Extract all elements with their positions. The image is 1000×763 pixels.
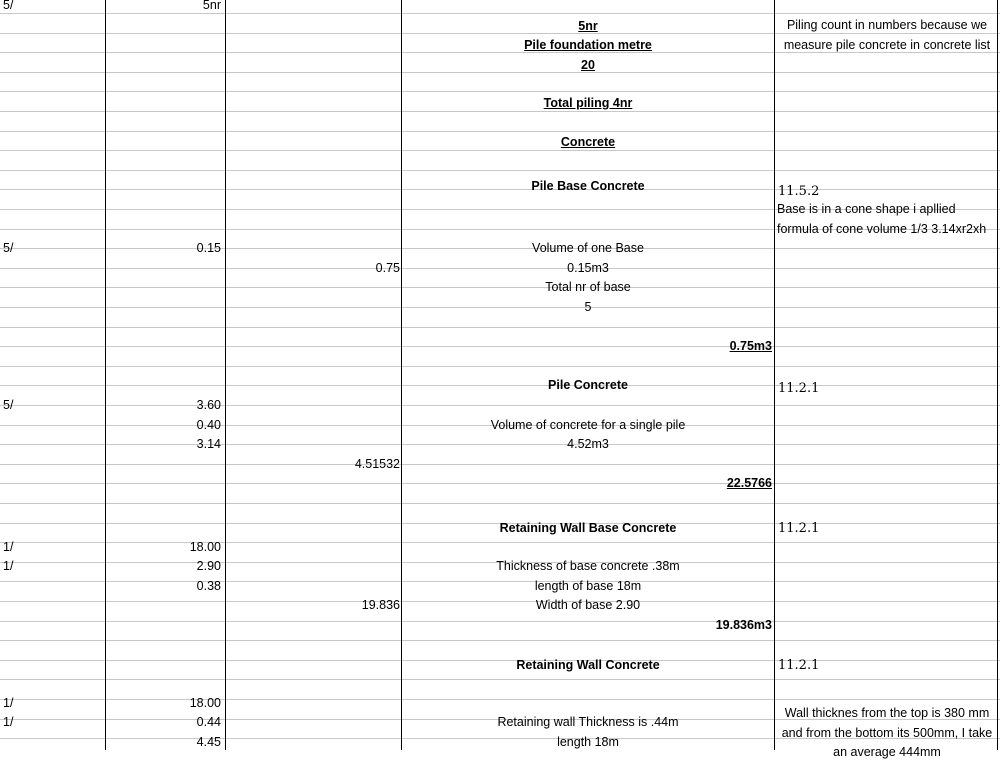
text-wall-thickness[interactable]: Retaining wall Thickness is .44m: [497, 715, 679, 729]
cell-c-r3[interactable]: 19.836: [361, 598, 400, 612]
heading-retaining-wall-concrete[interactable]: Retaining Wall Concrete: [516, 658, 660, 672]
row-gridline: [0, 91, 1000, 92]
code-11-2-1-a[interactable]: 11.2.1: [778, 381, 820, 396]
heading-total-piling[interactable]: Total piling 4nr: [543, 96, 633, 110]
cell-b-r9[interactable]: 18.00: [189, 696, 221, 710]
text-20[interactable]: 20: [581, 58, 595, 72]
text-thickness-base[interactable]: Thickness of base concrete .38m: [496, 559, 680, 573]
row-gridline: [0, 170, 1000, 171]
cell-a-r7[interactable]: 1/: [3, 715, 14, 729]
note-cone-formula[interactable]: Base is in a cone shape i apllied formula of cone volume 1/3 3.14xr2xh: [777, 202, 987, 236]
cell-a-r4[interactable]: 1/: [3, 540, 14, 554]
text-0-15m3[interactable]: 0.15m3: [567, 261, 609, 275]
row-gridline: [0, 464, 1000, 465]
code-11-5-2[interactable]: 11.5.2: [778, 184, 820, 199]
text-4-52m3[interactable]: 4.52m3: [567, 437, 609, 451]
text-volume-one-base[interactable]: Volume of one Base: [532, 241, 644, 255]
cell-b-r7[interactable]: 2.90: [196, 559, 221, 573]
cell-b-r10[interactable]: 0.44: [196, 715, 221, 729]
code-11-2-1-b[interactable]: 11.2.1: [778, 521, 820, 536]
total-0-75m3[interactable]: 0.75m3: [729, 339, 772, 353]
cell-b-r8[interactable]: 0.38: [196, 579, 221, 593]
cell-c-r1[interactable]: 0.75: [375, 261, 400, 275]
column-border: [997, 0, 998, 750]
row-gridline: [0, 542, 1000, 543]
text-volume-single-pile[interactable]: Volume of concrete for a single pile: [490, 418, 686, 432]
text-length-18m[interactable]: length 18m: [557, 735, 619, 749]
text-total-nr-base[interactable]: Total nr of base: [545, 280, 631, 294]
row-gridline: [0, 503, 1000, 504]
row-gridline: [0, 366, 1000, 367]
text-5[interactable]: 5: [584, 300, 592, 314]
heading-concrete[interactable]: Concrete: [560, 135, 616, 149]
column-border: [774, 0, 775, 750]
text-pile-foundation-metre[interactable]: Pile foundation metre: [524, 38, 652, 52]
heading-pile-concrete[interactable]: Pile Concrete: [548, 378, 628, 392]
row-gridline: [0, 405, 1000, 406]
heading-retaining-wall-base-concrete[interactable]: Retaining Wall Base Concrete: [499, 521, 677, 535]
cell-a-r2[interactable]: 5/: [3, 241, 14, 255]
cell-c-r2[interactable]: 4.51532: [354, 457, 400, 471]
total-19-836m3[interactable]: 19.836m3: [715, 618, 772, 632]
cell-a-r5[interactable]: 1/: [3, 559, 14, 573]
code-11-2-1-c[interactable]: 11.2.1: [778, 658, 820, 673]
note-wall-thickness[interactable]: Wall thicknes from the top is 380 mm and from the bottom its 500mm, I take an average 444mm: [781, 706, 993, 759]
row-gridline: [0, 111, 1000, 112]
cell-b-r1[interactable]: 5nr: [202, 0, 221, 12]
row-gridline: [0, 150, 1000, 151]
cell-a-r1[interactable]: 5/: [3, 0, 14, 12]
text-5nr[interactable]: 5nr: [578, 19, 598, 33]
row-gridline: [0, 346, 1000, 347]
cell-b-r6[interactable]: 18.00: [189, 540, 221, 554]
column-border: [401, 0, 402, 750]
cell-b-r2[interactable]: 0.15: [196, 241, 221, 255]
row-gridline: [0, 679, 1000, 680]
row-gridline: [0, 131, 1000, 132]
cell-b-r3[interactable]: 3.60: [196, 398, 221, 412]
text-width-base[interactable]: Width of base 2.90: [535, 598, 641, 612]
row-gridline: [0, 621, 1000, 622]
row-gridline: [0, 483, 1000, 484]
cell-a-r3[interactable]: 5/: [3, 398, 14, 412]
heading-pile-base-concrete[interactable]: Pile Base Concrete: [531, 179, 645, 193]
row-gridline: [0, 13, 1000, 14]
cell-b-r4[interactable]: 0.40: [196, 418, 221, 432]
note-piling-count[interactable]: Piling count in numbers because we measure pile concrete in concrete list: [783, 18, 991, 52]
row-gridline: [0, 327, 1000, 328]
row-gridline: [0, 699, 1000, 700]
cell-b-r5[interactable]: 3.14: [196, 437, 221, 451]
total-22-5766[interactable]: 22.5766: [726, 476, 772, 490]
text-length-base[interactable]: length of base 18m: [534, 579, 642, 593]
column-border: [105, 0, 106, 750]
cell-a-r6[interactable]: 1/: [3, 696, 14, 710]
cell-b-r11[interactable]: 4.45: [196, 735, 221, 749]
row-gridline: [0, 640, 1000, 641]
column-border: [225, 0, 226, 750]
